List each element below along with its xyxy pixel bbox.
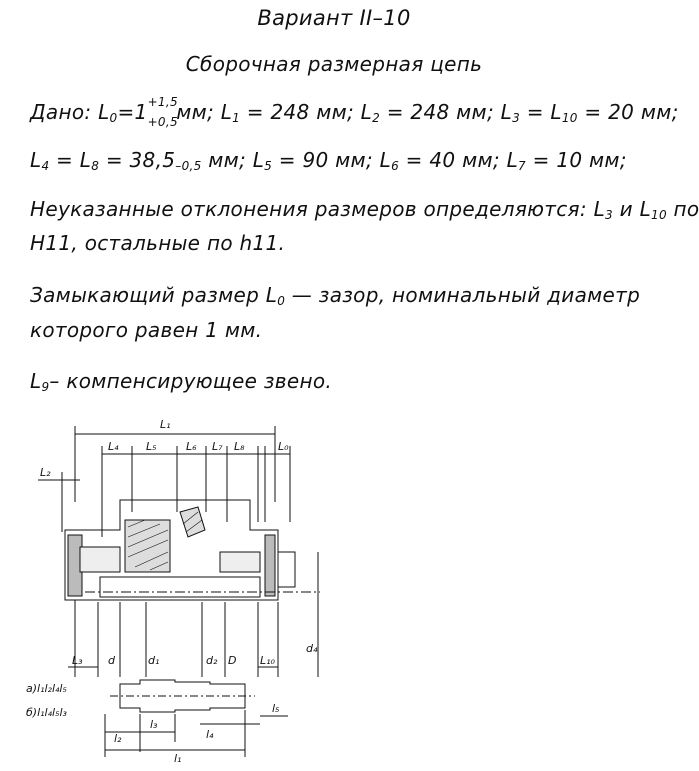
label-d1: d₁ — [148, 654, 160, 667]
label-l1: l₁ — [174, 752, 182, 765]
label-l2: l₂ — [114, 732, 122, 745]
label-l4: l₄ — [206, 728, 214, 741]
label-d4: d₄ — [306, 642, 318, 655]
legend-b: б)l₁l₄l₅l₃ — [26, 706, 67, 719]
label-L10: L₁₀ — [260, 654, 275, 667]
label-L4: L₄ — [108, 440, 119, 453]
closing-dimension-line-1: Замыкающий размер $L_0$ — зазор, номинальный диаметр — [30, 283, 641, 308]
legend-a: а)l₁l₂l₄l₅ — [26, 682, 67, 695]
label-d: d — [108, 654, 115, 667]
label-L2: L₂ — [40, 466, 51, 479]
label-L0-top: L₀ — [278, 440, 289, 453]
label-L3: L₃ — [72, 654, 83, 667]
label-D: D — [228, 654, 237, 667]
tolerance-note-line-1: Неуказанные отклонения размеров определяются: $L_3$ и $L_{10}$ по — [30, 197, 699, 222]
label-l3: l₃ — [150, 718, 158, 731]
label-L1: L₁ — [160, 418, 171, 431]
given-line-2: $L_4 = L_8 = 38,5_{-0,5}$ мм; $L_5 = 90$ мм; $L_6 = 40$ мм; $L_7 = 10$ мм; — [30, 148, 627, 173]
tolerance-note-line-2: H11, остальные по h11. — [30, 231, 286, 255]
assembly-drawing — [20, 412, 660, 767]
variant-title: Вариант II–10 — [257, 6, 411, 30]
given-line-1: Дано: $L_0=1$ +1,5 +0,5 мм; $L_1 = 248$ мм; $L_2 = 248$ мм; $L_3 = L_{10} = 20$ мм; — [30, 95, 679, 129]
label-L7: L₇ — [212, 440, 223, 453]
compensating-link-note: $L_9-$ компенсирующее звено. — [30, 369, 333, 394]
label-L5: L₅ — [146, 440, 157, 453]
label-L6: L₆ — [186, 440, 197, 453]
closing-dimension-line-2: которого равен 1 мм. — [30, 318, 263, 342]
label-L8: L₈ — [234, 440, 245, 453]
label-l5: l₅ — [272, 702, 280, 715]
label-d2: d₂ — [206, 654, 218, 667]
assembly-chain-subtitle: Сборочная размерная цепь — [185, 52, 483, 76]
